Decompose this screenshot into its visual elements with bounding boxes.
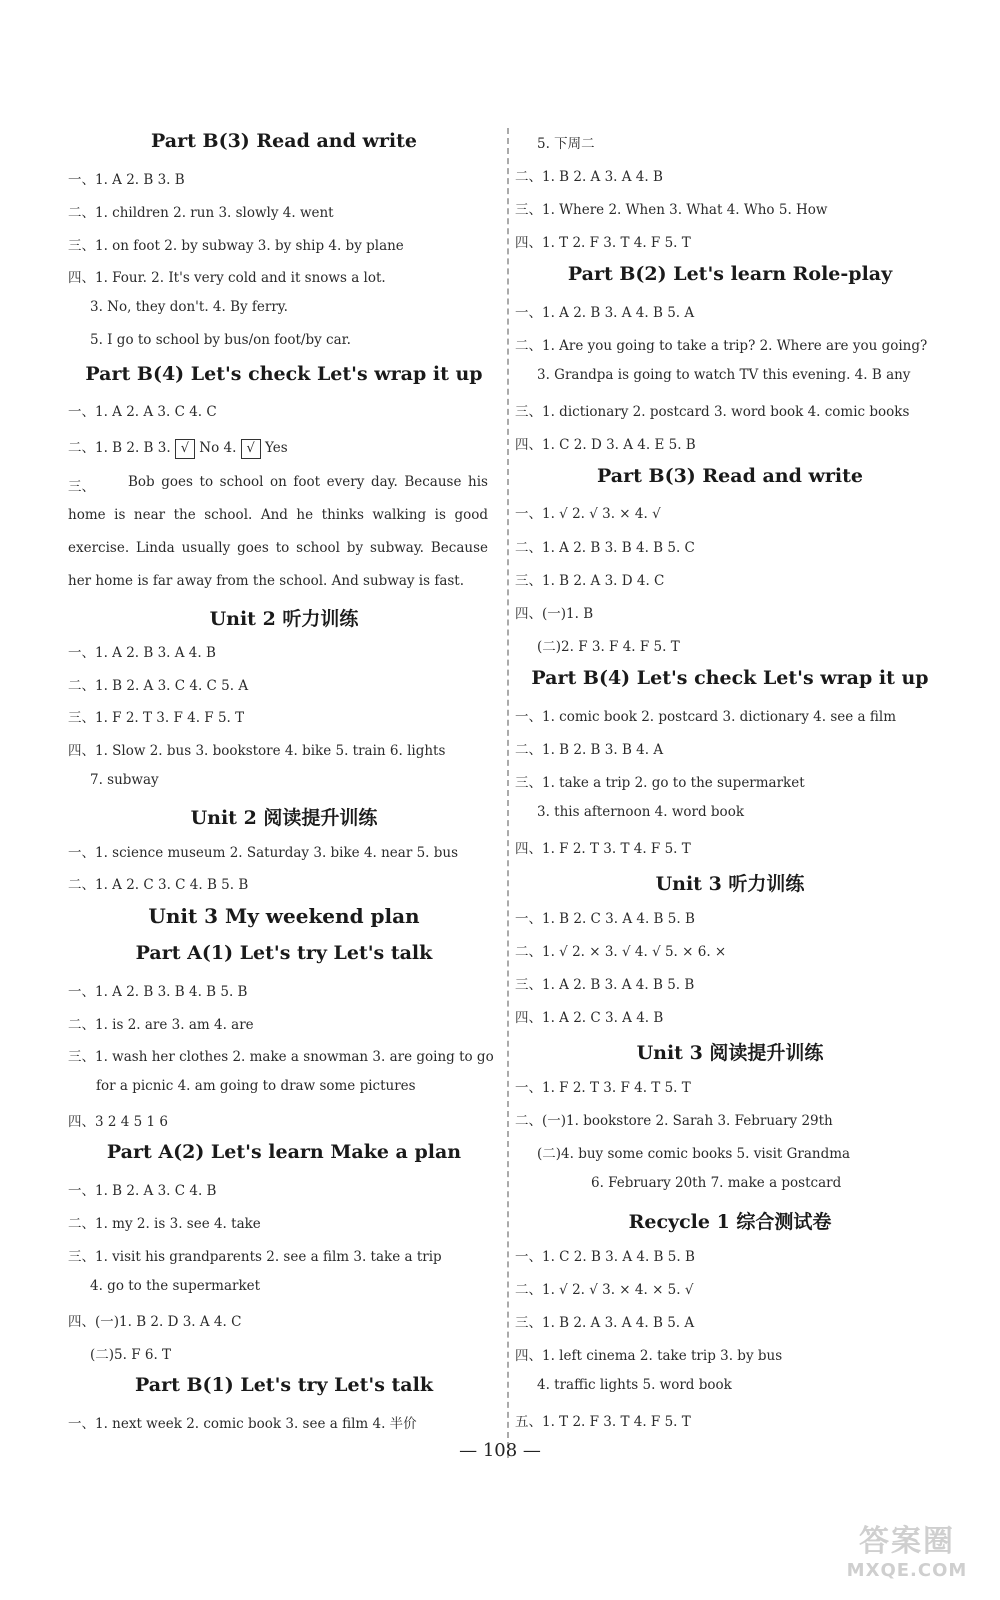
answer-line: 三、1. A 2. B 3. A 4. B 5. B [515, 977, 695, 993]
answer-line: 6. February 20th 7. make a postcard [591, 1175, 842, 1191]
answer-line: 一、1. science museum 2. Saturday 3. bike 4. near 5. bus [68, 845, 459, 861]
page-number: — 108 — [459, 1440, 541, 1461]
answer-line: 四、(一)1. B 2. D 3. A 4. C [68, 1314, 242, 1330]
watermark-logo [832, 1516, 982, 1586]
answer-line: 三、1. B 2. A 3. D 4. C [515, 573, 665, 589]
answer-line: 四、1. T 2. F 3. T 4. F 5. T [515, 235, 691, 251]
answer-line: 三、1. wash her clothes 2. make a snowman 3. are going to go [68, 1049, 494, 1065]
answer-line: 4. go to the supermarket [90, 1278, 261, 1294]
answer-line: 二、1. √ 2. × 3. √ 4. √ 5. × 6. × [515, 944, 727, 960]
answer-line: 一、1. A 2. B 3. A 4. B 5. A [515, 305, 695, 321]
answer-line: 三、1. F 2. T 3. F 4. F 5. T [68, 710, 245, 726]
answer-line [68, 436, 288, 459]
unit-heading: Unit 3 My weekend plan [148, 904, 420, 928]
answer-line: 二、(一)1. bookstore 2. Sarah 3. February 29th [515, 1113, 833, 1129]
answer-line: 三、1. on foot 2. by subway 3. by ship 4. by plane [68, 238, 404, 254]
answer-line: 二、1. A 2. B 3. B 4. B 5. C [515, 540, 695, 556]
answer-line: 3. No, they don't. 4. By ferry. [90, 299, 288, 315]
paragraph-label: 三、 [68, 479, 95, 495]
answer-line: 5. I go to school by bus/on foot/by car. [90, 332, 351, 348]
answer-text: No 4. [199, 440, 237, 456]
answer-line: 四、1. left cinema 2. take trip 3. by bus [515, 1348, 783, 1364]
section-heading: Part A(2) Let's learn Make a plan [106, 1141, 462, 1163]
watermark-url: MXQE.COM [846, 1560, 968, 1581]
answer-line: 一、1. A 2. A 3. C 4. C [68, 404, 217, 420]
answer-paragraph: Bob goes to school on foot every day. Because his home is near the school. And he thinks walking is good exercise. Linda usually goes to school by subway. Because her home is far away from the school. And subway is fast. [68, 474, 488, 589]
section-heading: Part B(4) Let's check Let's wrap it up [531, 667, 929, 689]
answer-line: 四、1. Slow 2. bus 3. bookstore 4. bike 5. train 6. lights [68, 743, 446, 759]
section-heading: Part B(3) Read and write [597, 465, 863, 487]
answer-line: 三、1. Where 2. When 3. What 4. Who 5. How [515, 202, 828, 218]
answer-line: 三、1. take a trip 2. go to the supermarket [515, 775, 805, 791]
answer-line: 三、1. dictionary 2. postcard 3. word book 4. comic books [515, 404, 910, 420]
answer-line: 四、(一)1. B [515, 606, 594, 622]
answer-line: 二、1. √ 2. √ 3. × 4. × 5. √ [515, 1282, 694, 1298]
answer-line: for a picnic 4. am going to draw some pictures [96, 1078, 416, 1094]
answer-line: (二)4. buy some comic books 5. visit Grandma [537, 1146, 851, 1162]
check-box: √ [241, 439, 261, 459]
answer-line: 三、1. B 2. A 3. A 4. B 5. A [515, 1315, 695, 1331]
answer-line: 一、1. √ 2. √ 3. × 4. √ [515, 506, 661, 522]
section-heading: Part A(1) Let's try Let's talk [135, 942, 433, 964]
answer-line: (二)5. F 6. T [90, 1347, 172, 1363]
answer-line: 一、1. C 2. B 3. A 4. B 5. B [515, 1249, 695, 1265]
answer-line: 四、1. A 2. C 3. A 4. B [515, 1010, 664, 1026]
answer-line: 三、1. visit his grandparents 2. see a film 3. take a trip [68, 1249, 442, 1265]
section-heading: Recycle 1 综合测试卷 [628, 1211, 832, 1233]
answer-line: 一、1. B 2. C 3. A 4. B 5. B [515, 911, 695, 927]
answer-line: 五、1. T 2. F 3. T 4. F 5. T [515, 1414, 691, 1430]
section-heading: Unit 2 听力训练 [209, 608, 359, 630]
answer-line: 一、1. A 2. B 3. A 4. B [68, 645, 216, 661]
section-heading: Part B(3) Read and write [151, 130, 417, 152]
section-heading: Part B(2) Let's learn Role-play [567, 263, 893, 285]
section-heading: Unit 3 阅读提升训练 [636, 1042, 824, 1064]
answer-line: 二、1. my 2. is 3. see 4. take [68, 1216, 261, 1232]
answer-text: 二、1. B 2. B 3. [68, 440, 171, 456]
answer-line: (二)2. F 3. F 4. F 5. T [537, 639, 680, 655]
watermark-text: 答案圈 [859, 1524, 955, 1559]
answer-line: 二、1. is 2. are 3. am 4. are [68, 1017, 254, 1033]
answer-line: 7. subway [90, 772, 159, 788]
section-heading: Part B(4) Let's check Let's wrap it up [85, 363, 483, 385]
answer-line: 一、1. A 2. B 3. B 4. B 5. B [68, 984, 248, 1000]
answer-line: 一、1. B 2. A 3. C 4. B [68, 1183, 217, 1199]
answer-line: 二、1. A 2. C 3. C 4. B 5. B [68, 877, 249, 893]
answer-line: 四、1. C 2. D 3. A 4. E 5. B [515, 437, 696, 453]
answer-line: 二、1. Are you going to take a trip? 2. Where are you going? [515, 338, 928, 354]
answer-line: 3. this afternoon 4. word book [537, 804, 744, 820]
section-heading: Unit 3 听力训练 [655, 873, 805, 895]
answer-line: 四、1. F 2. T 3. T 4. F 5. T [515, 841, 691, 857]
column-divider [507, 128, 509, 1458]
answer-line: 一、1. F 2. T 3. F 4. T 5. T [515, 1080, 691, 1096]
answer-line: 5. 下周二 [537, 136, 595, 152]
answer-line: 四、3 2 4 5 1 6 [68, 1114, 168, 1130]
answer-line: 二、1. B 2. A 3. C 4. C 5. A [68, 678, 249, 694]
answer-line: 四、1. Four. 2. It's very cold and it snows a lot. [68, 270, 386, 286]
answer-line: 二、1. B 2. B 3. B 4. A [515, 742, 664, 758]
check-box: √ [175, 439, 195, 459]
answer-line: 一、1. comic book 2. postcard 3. dictionary 4. see a film [515, 709, 896, 725]
answer-line: 二、1. B 2. A 3. A 4. B [515, 169, 663, 185]
answer-line: 3. Grandpa is going to watch TV this evening. 4. B any [537, 367, 911, 383]
answer-text: Yes [264, 440, 288, 456]
section-heading: Unit 2 阅读提升训练 [190, 807, 378, 829]
section-heading: Part B(1) Let's try Let's talk [135, 1374, 433, 1396]
answer-line: 一、1. next week 2. comic book 3. see a film 4. 半价 [68, 1416, 417, 1432]
answer-line: 4. traffic lights 5. word book [537, 1377, 732, 1393]
answer-line: 一、1. A 2. B 3. B [68, 172, 185, 188]
answer-line: 二、1. children 2. run 3. slowly 4. went [68, 205, 334, 221]
